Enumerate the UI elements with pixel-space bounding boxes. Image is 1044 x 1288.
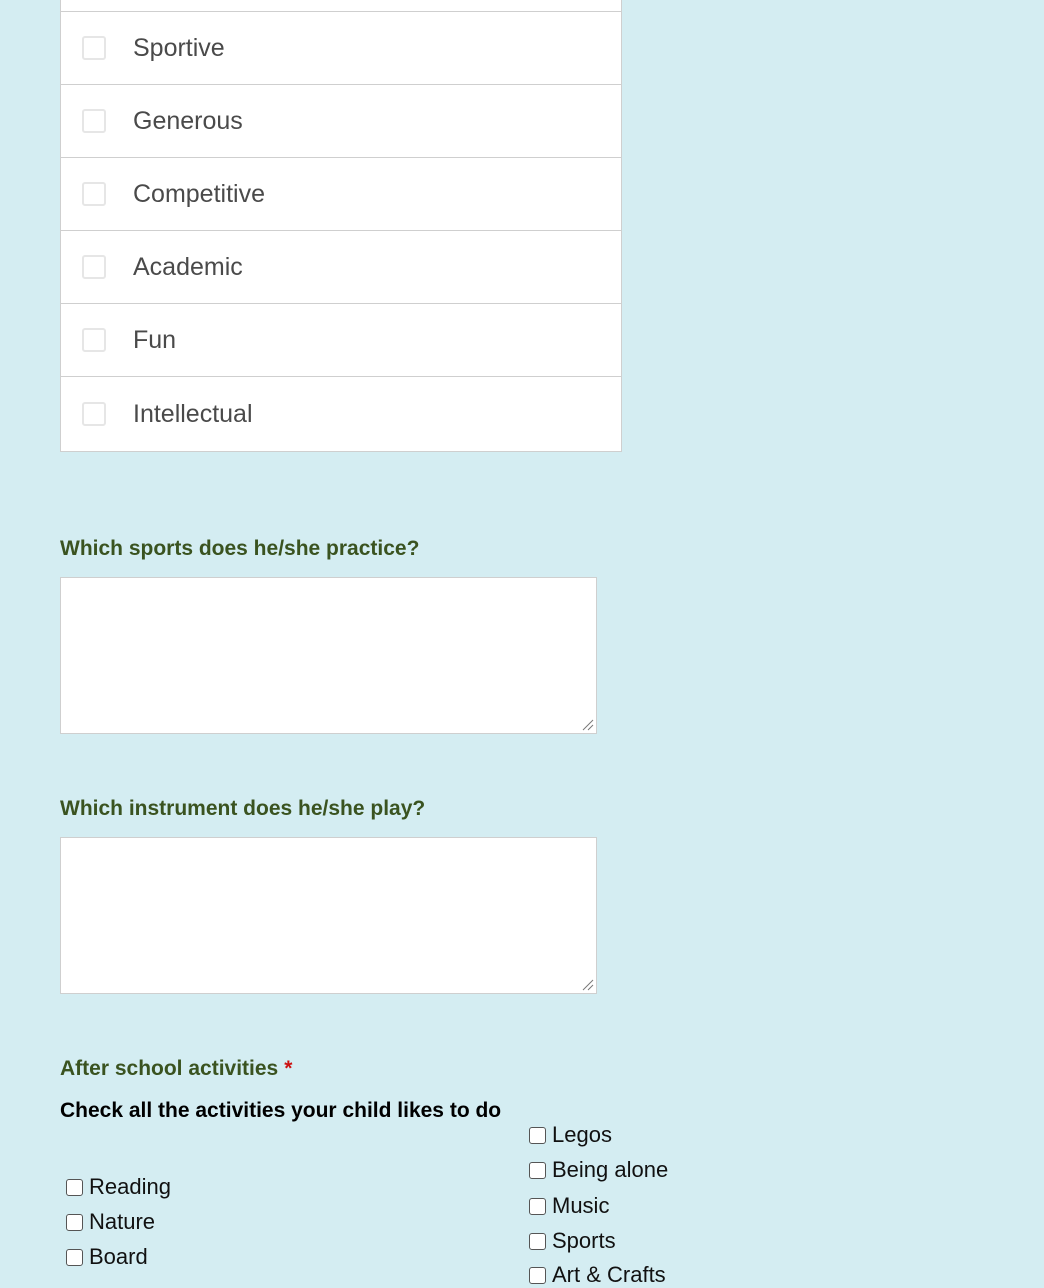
option-checkbox[interactable] <box>82 36 106 60</box>
option-row-generous[interactable] <box>61 85 621 158</box>
activity-option-reading[interactable] <box>66 1174 171 1200</box>
activity-label: Legos <box>552 1122 612 1147</box>
activity-checkbox[interactable] <box>66 1214 83 1231</box>
activity-option-legos[interactable] <box>529 1122 612 1148</box>
personality-options-list <box>60 0 622 452</box>
sports-textarea[interactable] <box>60 577 597 734</box>
option-row-academic[interactable] <box>61 231 621 304</box>
option-checkbox[interactable] <box>82 255 106 279</box>
option-checkbox[interactable] <box>82 328 106 352</box>
activity-label: Being alone <box>552 1157 669 1182</box>
option-label: Academic <box>133 252 243 281</box>
activity-option-music[interactable] <box>529 1193 609 1219</box>
activity-checkbox[interactable] <box>529 1233 546 1250</box>
activities-instruction: Check all the activities your child likes to do <box>60 1099 502 1122</box>
option-label: Sportive <box>133 33 225 62</box>
activities-question-label <box>60 1057 292 1081</box>
option-checkbox[interactable] <box>82 402 106 426</box>
option-label: Fun <box>133 325 177 354</box>
option-label: Intellectual <box>133 399 253 428</box>
option-row-competitive[interactable] <box>61 158 621 231</box>
activity-checkbox[interactable] <box>66 1179 83 1196</box>
activity-option-board[interactable] <box>66 1244 148 1270</box>
option-row-sportive[interactable] <box>61 12 621 85</box>
activity-label: Music <box>552 1193 610 1218</box>
option-row-intellectual[interactable] <box>61 377 621 451</box>
activity-option-being-alone[interactable] <box>529 1157 668 1183</box>
activity-checkbox[interactable] <box>529 1127 546 1144</box>
sports-question-label: Which sports does he/she practice? <box>60 537 420 560</box>
activity-label: Nature <box>89 1209 156 1234</box>
instrument-textarea[interactable] <box>60 837 597 994</box>
activity-checkbox[interactable] <box>529 1162 546 1179</box>
resize-grip-icon[interactable] <box>582 719 594 731</box>
resize-grip-icon[interactable] <box>582 979 594 991</box>
activity-label: Board <box>89 1244 148 1269</box>
activity-checkbox[interactable] <box>529 1267 546 1284</box>
option-row-fun[interactable] <box>61 304 621 377</box>
activity-checkbox[interactable] <box>66 1249 83 1266</box>
activity-label: Sports <box>552 1228 616 1253</box>
option-checkbox[interactable] <box>82 182 106 206</box>
activity-option-sports[interactable] <box>529 1228 616 1254</box>
required-marker: * <box>284 1057 293 1080</box>
option-label: Competitive <box>133 179 265 208</box>
activity-label: Reading <box>89 1174 171 1199</box>
option-checkbox[interactable] <box>82 109 106 133</box>
activities-label-text: After school activities <box>60 1057 279 1080</box>
option-label: Generous <box>133 106 243 135</box>
activity-label: Art & Crafts <box>552 1262 666 1287</box>
option-row-hidden[interactable] <box>61 0 621 12</box>
activity-option-nature[interactable] <box>66 1209 155 1235</box>
instrument-question-label: Which instrument does he/she play? <box>60 797 426 820</box>
activity-checkbox[interactable] <box>529 1198 546 1215</box>
activity-option-art-crafts[interactable] <box>529 1262 666 1288</box>
